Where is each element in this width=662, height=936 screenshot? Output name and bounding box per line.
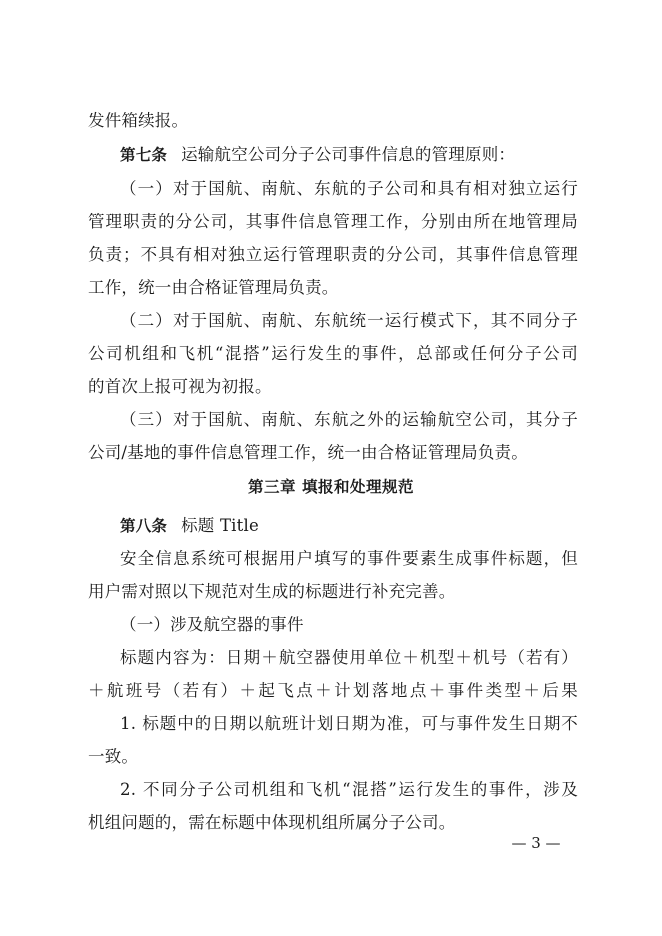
paragraph-line: （一）对于国航、南航、东航的子公司和具有相对独立运行 [120,179,578,198]
paragraph-line: 用户需对照以下规范对生成的标题进行补充完善。 [88,582,456,601]
paragraph-line: 一致。 [88,747,139,766]
article-8-label: 第八条 [120,517,168,535]
paragraph-line: 2. 不同分子公司机组和飞机“混搭”运行发生的事件，涉及 [120,780,578,799]
page-number: — 3 — [511,834,561,852]
paragraph-line: 发件箱续报。 [88,111,189,130]
paragraph-line: 公司/基地的事件信息管理工作，统一由合格证管理局负责。 [88,443,528,462]
paragraph-line: （二）对于国航、南航、东航统一运行模式下，其不同分子 [120,311,578,330]
paragraph-line: 公司机组和飞机“混搭”运行发生的事件，总部或任何分子公司 [88,344,578,363]
paragraph-line: 的首次上报可视为初报。 [88,377,272,396]
paragraph-line: 工作，统一由合格证管理局负责。 [88,278,339,297]
paragraph-line: 安全信息系统可根据用户填写的事件要素生成事件标题，但 [120,549,578,568]
article-8-title: 标题 Title [181,516,259,535]
paragraph-line: ＋航班号（若有）＋起飞点＋计划落地点＋事件类型＋后果 [88,681,578,700]
paragraph-line: 负责；不具有相对独立运行管理职责的分公司，其事件信息管理 [88,245,578,264]
article-7-heading [120,144,578,166]
paragraph-line: 1. 标题中的日期以航班计划日期为准，可与事件发生日期不 [120,714,578,733]
article-7-label: 第七条 [120,146,168,164]
article-7-title: 运输航空公司分子公司事件信息的管理原则： [181,145,516,164]
paragraph-line: 机组问题的，需在标题中体现机组所属分子公司。 [88,813,456,832]
paragraph-line: 管理职责的分公司，其事件信息管理工作，分别由所在地管理局 [88,212,578,231]
sub-heading: （一）涉及航空器的事件 [120,615,304,634]
paragraph-line: （三）对于国航、南航、东航之外的运输航空公司，其分子 [120,410,578,429]
chapter-heading: 第三章 填报和处理规范 [248,478,414,496]
article-8-heading [120,515,578,537]
paragraph-line: 标题内容为：日期＋航空器使用单位＋机型＋机号（若有） [120,648,578,667]
